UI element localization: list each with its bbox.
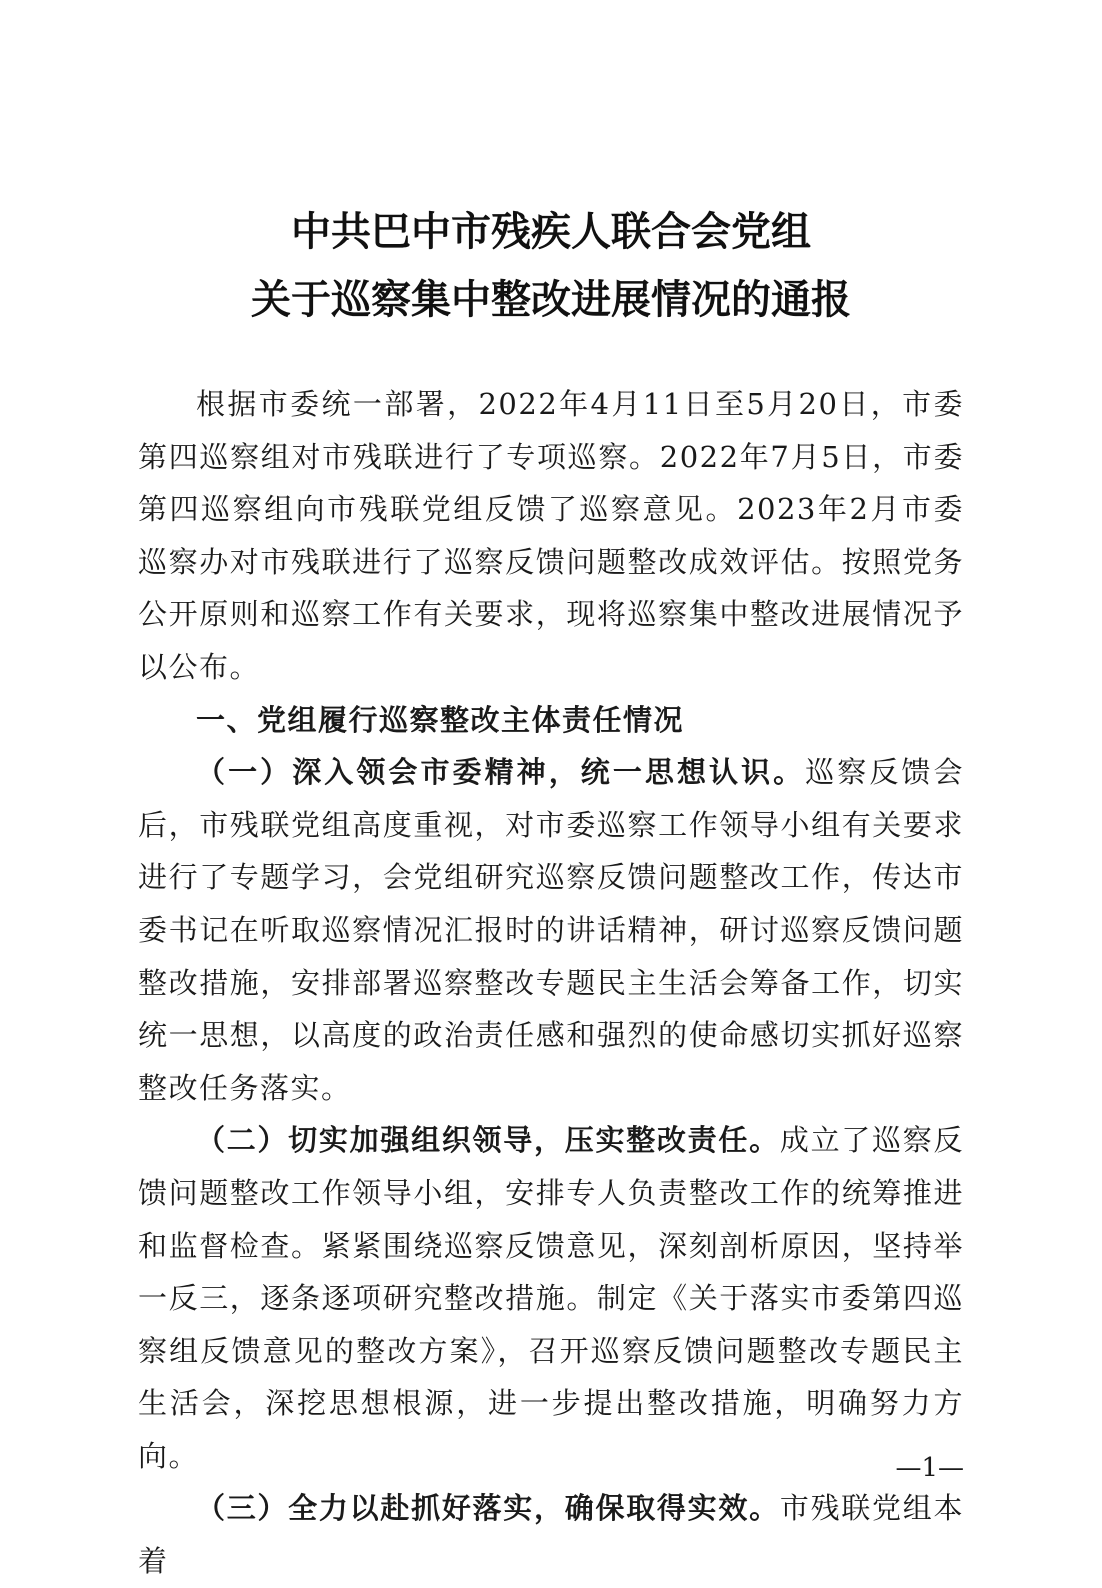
title-line-1: 中共巴中市残疾人联合会党组 xyxy=(291,208,811,255)
intro-paragraph: 根据市委统一部署，2022年4月11日至5月20日，市委第四巡察组对市残联进行了专项巡察。2022年7月5日，市委第四巡察组向市残联党组反馈了巡察意见。2023年2月市委巡察办对市残联进行了巡察反馈问题整改成效评估。按照党务公开原则和巡察工作有关要求，现将巡察集中整改进展情况予以公布。 xyxy=(138,387,964,684)
item-1-paragraph xyxy=(138,746,964,1114)
item-2-body: 成立了巡察反馈问题整改工作领导小组，安排专人负责整改工作的统筹推进和监督检查。紧紧围绕巡察反馈意见，深刻剖析原因，坚持举一反三，逐条逐项研究整改措施。制定《关于落实市委第四巡察组反馈意见的整改方案》，召开巡察反馈问题整改专题民主生活会，深挖思想根源，进一步提出整改措施，明确努力方向。 xyxy=(138,1123,964,1473)
item-2-paragraph xyxy=(138,1114,964,1482)
item-3-body: 市残联党组本着 xyxy=(138,1491,964,1579)
document-title xyxy=(0,198,1102,334)
document-body xyxy=(138,378,964,1588)
section-heading-1: 一、党组履行巡察整改主体责任情况 xyxy=(196,702,685,737)
item-3-paragraph xyxy=(138,1482,964,1587)
page-number: —1— xyxy=(895,1453,964,1483)
item-1-lead: （一）深入领会市委精神，统一思想认识。 xyxy=(196,755,806,790)
item-2-lead: （二）切实加强组织领导，压实整改责任。 xyxy=(196,1123,780,1158)
item-3-lead: （三）全力以赴抓好落实，确保取得实效。 xyxy=(196,1491,780,1526)
item-1-body: 巡察反馈会后，市残联党组高度重视，对市委巡察工作领导小组有关要求进行了专题学习，会党组研究巡察反馈问题整改工作，传达市委书记在听取巡察情况汇报时的讲话精神，研讨巡察反馈问题整改措施，安排部署巡察整改专题民主生活会筹备工作，切实统一思想，以高度的政治责任感和强烈的使命感切实抓好巡察整改任务落实。 xyxy=(138,755,964,1105)
title-line-2: 关于巡察集中整改进展情况的通报 xyxy=(251,276,851,323)
